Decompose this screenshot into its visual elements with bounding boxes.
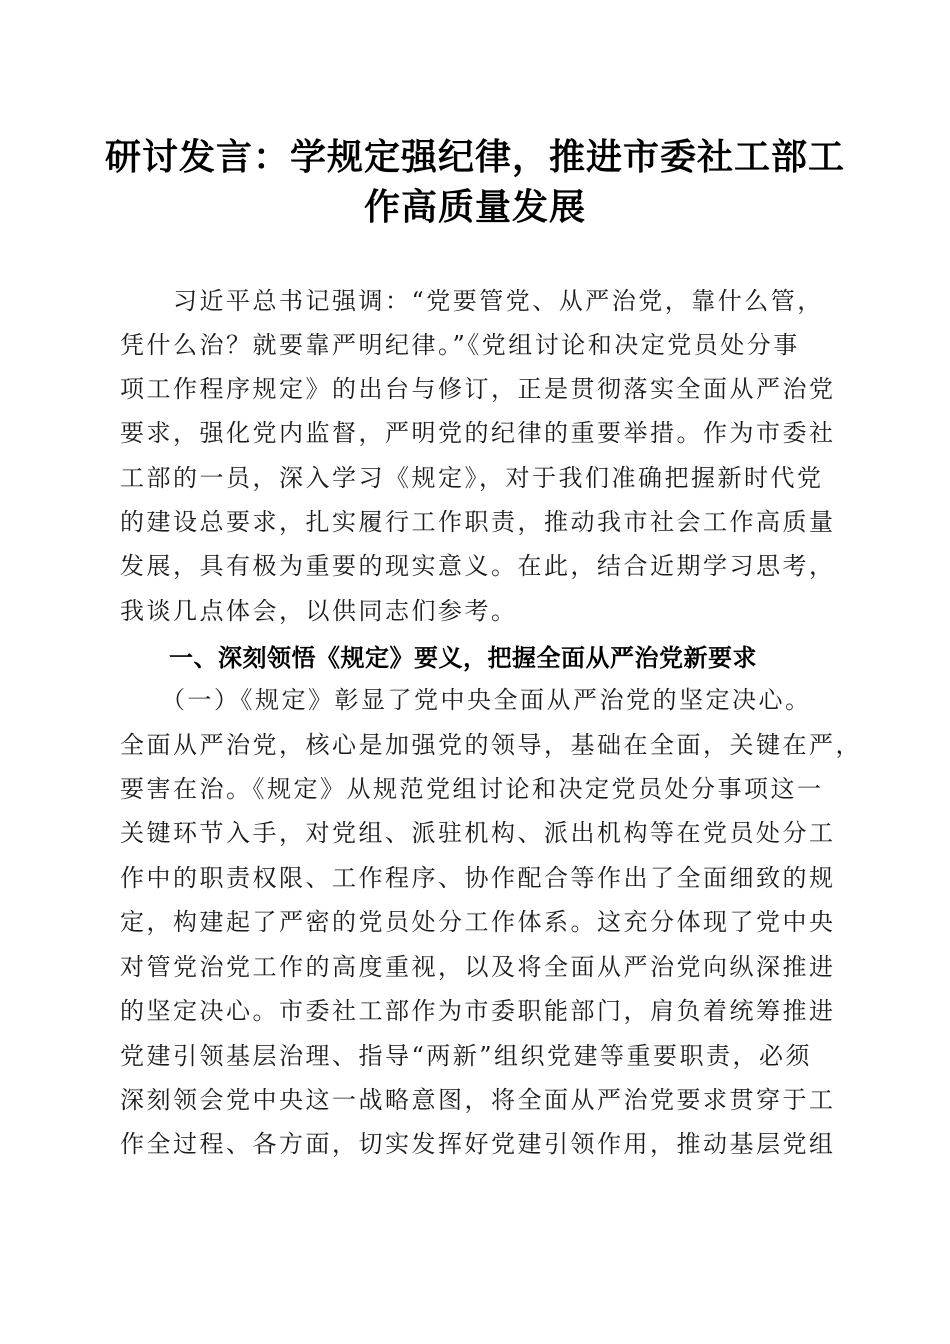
body-text-line: 定，构建起了严密的党员处分工作体系。这充分体现了党中央	[120, 908, 836, 936]
body-text-line: 作全过程、各方面，切实发挥好党建引领作用，推动基层党组	[120, 1130, 836, 1158]
body-text-line: 习近平总书记强调：“党要管党、从严治党，靠什么管，	[120, 287, 824, 315]
body-text-line: 项工作程序规定》的出台与修订，正是贯彻落实全面从严治党	[120, 375, 836, 403]
body-text-line: 凭什么治？就要靠严明纪律。”《党组讨论和决定党员处分事	[120, 331, 800, 359]
body-text-line: 作中的职责权限、工作程序、协作配合等作出了全面细致的规	[120, 864, 836, 892]
body-text-line: 我谈几点体会，以供同志们参考。	[120, 597, 518, 625]
document-title	[100, 132, 850, 232]
body-text-line: 发展，具有极为重要的现实意义。在此，结合近期学习思考，	[120, 552, 836, 580]
body-text-line: 全面从严治党，核心是加强党的领导，基础在全面，关键在严，	[120, 731, 862, 759]
body-text-line: 对管党治党工作的高度重视，以及将全面从严治党向纵深推进	[120, 953, 836, 981]
body-text-line: （一）《规定》彰显了党中央全面从严治党的坚定决心。	[120, 686, 812, 714]
title-line-2: 作高质量发展	[363, 186, 586, 228]
section-heading: 一、深刻领悟《规定》要义，把握全面从严治党新要求	[120, 644, 757, 672]
body-text-line: 要害在治。《规定》从规范党组讨论和决定党员处分事项这一	[120, 775, 824, 803]
body-text-line: 的坚定决心。市委社工部作为市委职能部门，肩负着统筹推进	[120, 997, 836, 1025]
body-text-line: 党建引领基层治理、指导“两新”组织党建等重要职责，必须	[120, 1042, 813, 1070]
body-text-line: 关键环节入手，对党组、派驻机构、派出机构等在党员处分工	[120, 819, 836, 847]
title-line-1: 研讨发言：学规定强纪律，推进市委社工部工	[104, 136, 845, 178]
body-text-line: 的建设总要求，扎实履行工作职责，推动我市社会工作高质量	[120, 508, 836, 536]
body-text-line: 要求，强化党内监督，严明党的纪律的重要举措。作为市委社	[120, 419, 836, 447]
body-text-line: 工部的一员，深入学习《规定》，对于我们准确把握新时代党	[120, 464, 824, 492]
body-text-line: 深刻领会党中央这一战略意图，将全面从严治党要求贯穿于工	[120, 1086, 836, 1114]
